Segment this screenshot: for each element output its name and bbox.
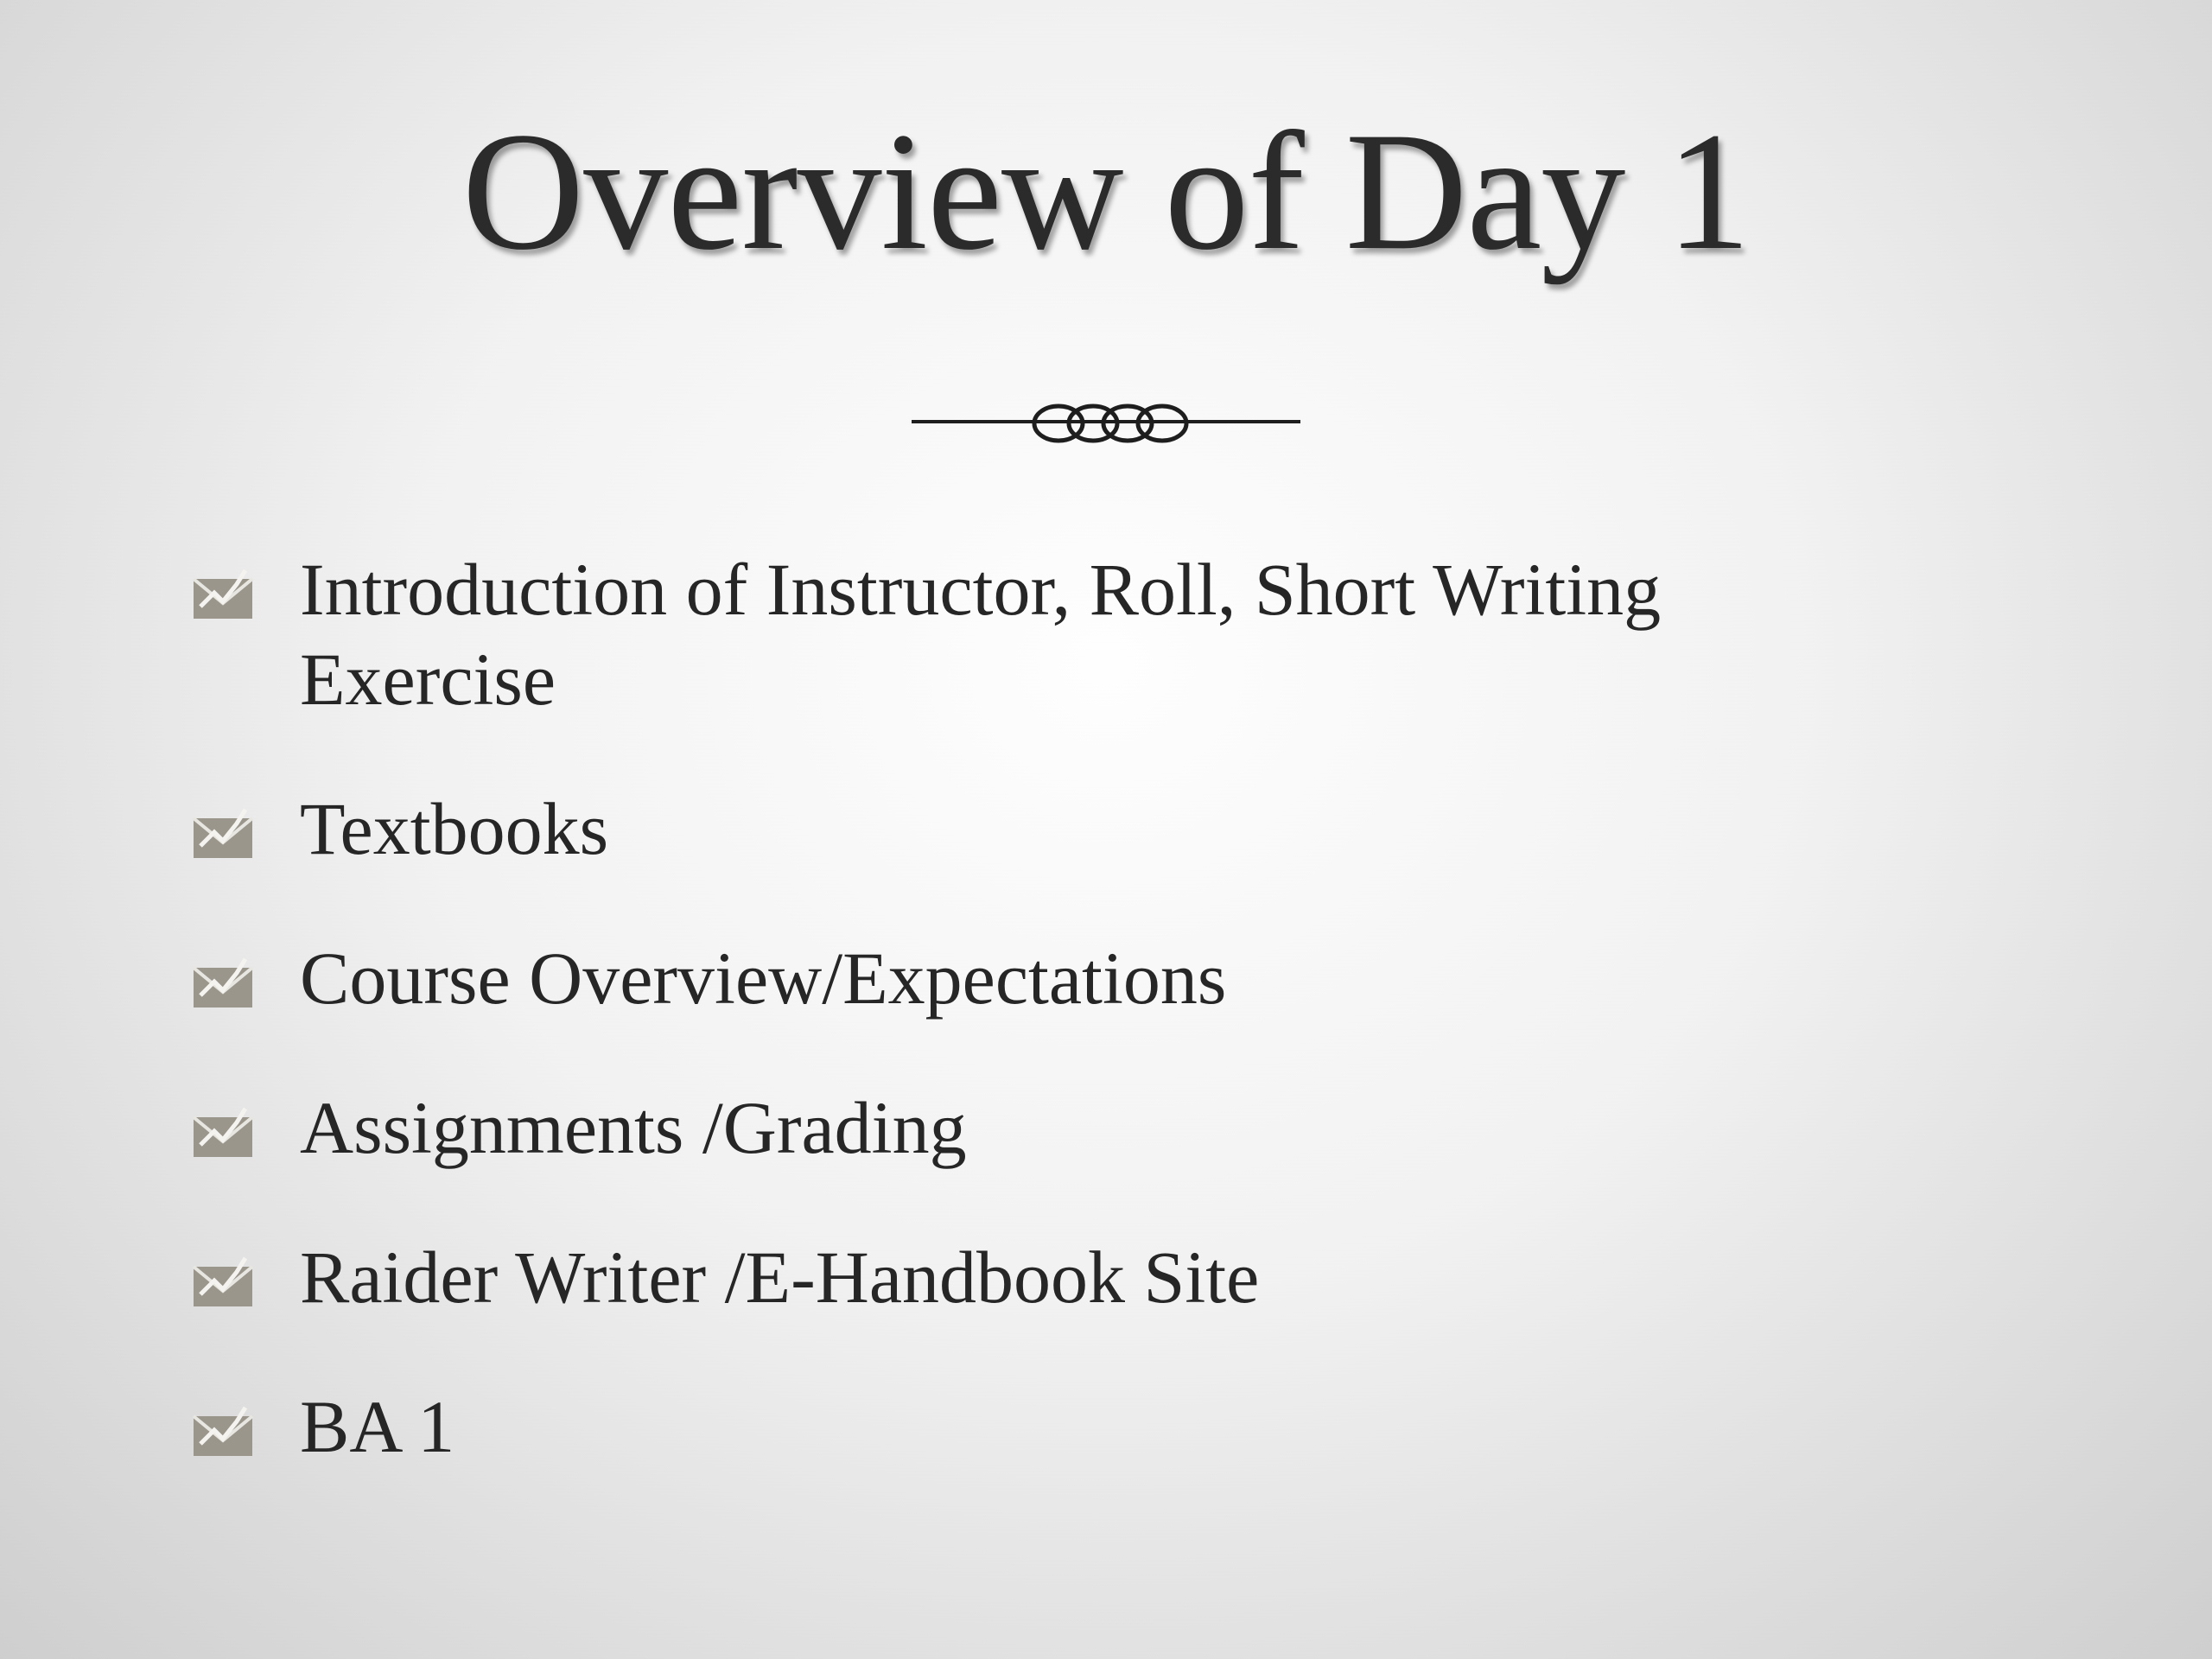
bullet-text: Textbooks	[300, 787, 609, 870]
flourish-divider-icon	[907, 393, 1305, 454]
envelope-icon	[192, 1105, 254, 1159]
bullet-text: Raider Writer /E-Handbook Site	[300, 1236, 1260, 1319]
envelope-icon	[192, 1404, 254, 1458]
bullet-item	[192, 1232, 1834, 1322]
envelope-icon	[192, 1255, 254, 1308]
bullet-item	[192, 784, 1834, 874]
bullet-list	[192, 544, 1834, 1531]
bullet-text: Assignments /Grading	[300, 1086, 967, 1169]
bullet-item	[192, 1083, 1834, 1173]
slide-title: Overview of Day 1	[461, 98, 1751, 285]
bullet-item	[192, 933, 1834, 1023]
envelope-icon	[192, 956, 254, 1009]
bullet-text: Introduction of Instructor, Roll, Short Writing Exercise	[300, 548, 1662, 721]
envelope-icon	[192, 806, 254, 860]
bullet-item	[192, 1382, 1834, 1471]
bullet-text: BA 1	[300, 1385, 455, 1468]
envelope-icon	[192, 567, 254, 620]
bullet-text: Course Overview/Expectations	[300, 937, 1227, 1020]
bullet-item	[192, 544, 1834, 724]
